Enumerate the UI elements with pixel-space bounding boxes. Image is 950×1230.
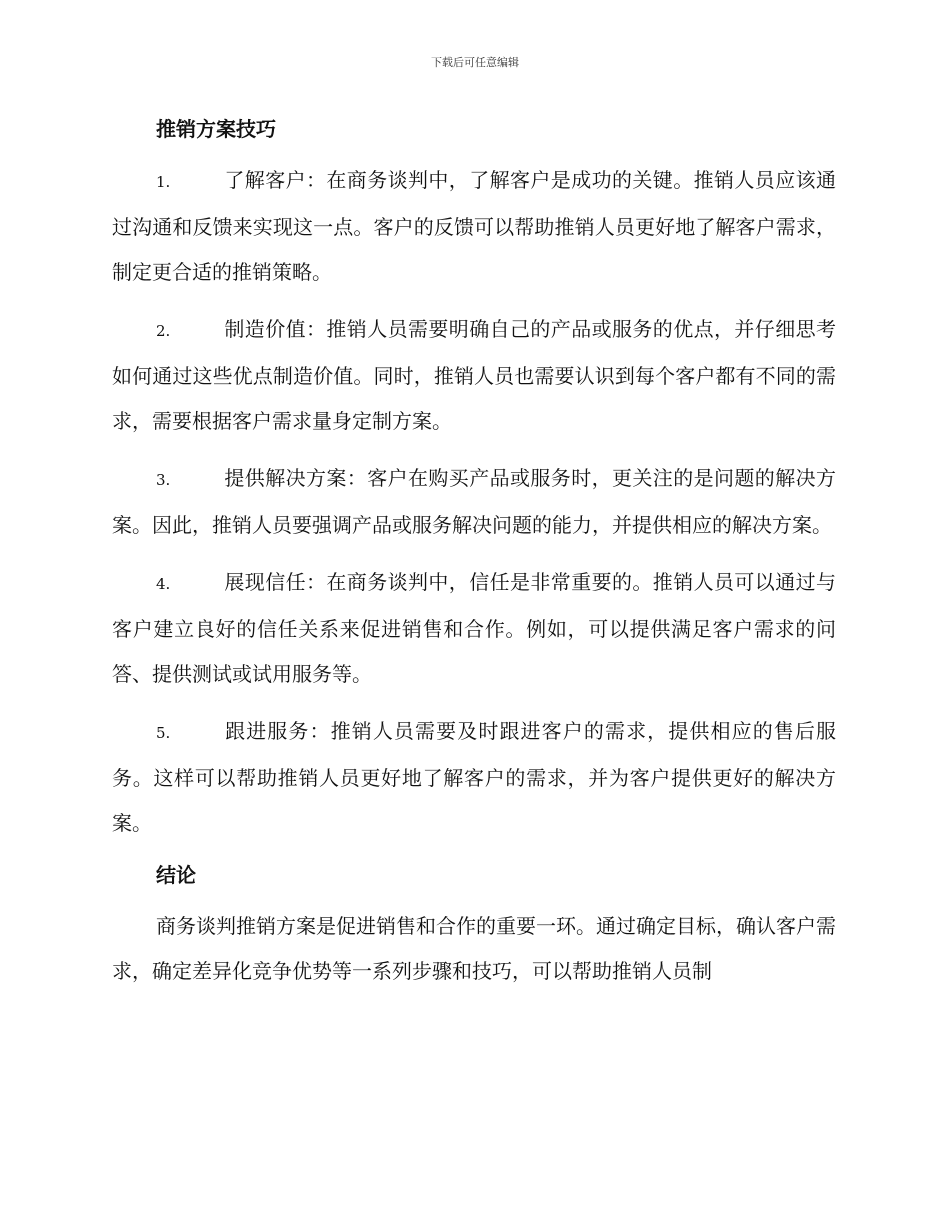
header-note: 下载后可任意编辑 (431, 56, 519, 69)
section-heading-techniques: 推销方案技巧 (156, 117, 276, 141)
document-content (112, 112, 836, 994)
list-item-number: 5. (156, 724, 171, 742)
list-item-number: 4. (156, 575, 171, 593)
conclusion-paragraph: 商务谈判推销方案是促进销售和合作的重要一环。通过确定目标，确认客户需求，确定差异化竞争优势等一系列步骤和技巧，可以帮助推销人员制 (112, 914, 836, 983)
list-item-number: 2. (156, 322, 171, 340)
list-item-text: 跟进服务：推销人员需要及时跟进客户的需求，提供相应的售后服务。这样可以帮助推销人员更好地了解客户的需求，并为客户提供更好的解决方案。 (112, 719, 836, 835)
list-item-text: 了解客户：在商务谈判中，了解客户是成功的关键。推销人员应该通过沟通和反馈来实现这一点。客户的反馈可以帮助推销人员更好地了解客户需求，制定更合适的推销策略。 (112, 168, 836, 284)
list-item-text: 制造价值：推销人员需要明确自己的产品或服务的优点，并仔细思考如何通过这些优点制造价值。同时，推销人员也需要认识到每个客户都有不同的需求，需要根据客户需求量身定制方案。 (112, 317, 836, 433)
section-heading-conclusion: 结论 (156, 863, 196, 887)
list-item (112, 456, 836, 548)
list-item-text: 展现信任：在商务谈判中，信任是非常重要的。推销人员可以通过与客户建立良好的信任关系来促进销售和合作。例如，可以提供满足客户需求的问答、提供测试或试用服务等。 (112, 570, 836, 686)
list-item-text: 提供解决方案：客户在购买产品或服务时，更关注的是问题的解决方案。因此，推销人员要强调产品或服务解决问题的能力，并提供相应的解决方案。 (112, 466, 836, 537)
list-item (112, 560, 836, 697)
list-item-number: 1. (156, 173, 171, 191)
list-item (112, 709, 836, 846)
list-item (112, 158, 836, 295)
list-item (112, 307, 836, 444)
list-item-number: 3. (156, 471, 171, 489)
